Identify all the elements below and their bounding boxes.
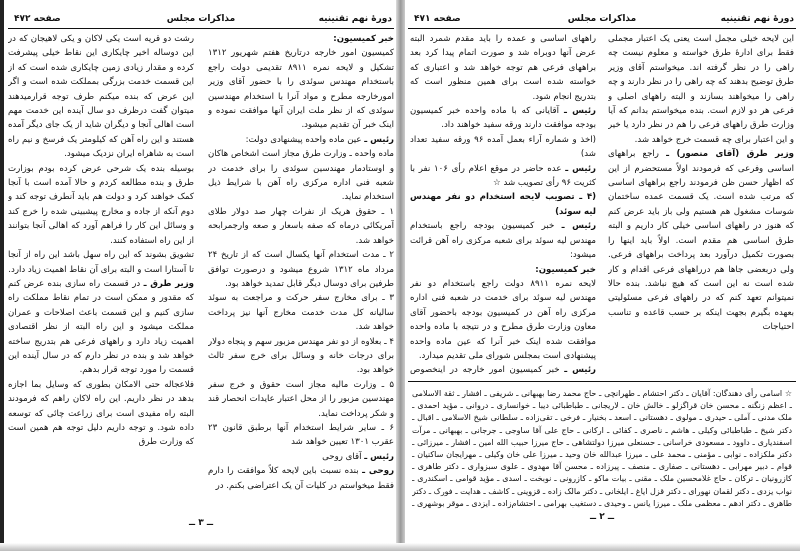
paragraph [208, 378, 394, 421]
paragraph [208, 46, 394, 132]
paragraph [410, 219, 596, 262]
paragraph-text: ۴ ـ بعلاوه از دو نفر مهندس مزبور سهم و پنجاه دولار برای درجات خانه و وسائل برای خرج سفر ثالث خواهد بود. [208, 336, 394, 376]
scan-edge [0, 0, 4, 551]
page-number: ــ ۳ ــ [188, 518, 214, 528]
section-heading [410, 190, 596, 219]
paragraph-text: راههای اساسی و عمده را باید مقدم شمرد البته عرض آنها دوبراه شد و صورت اتمام پیدا کرد بعد براههای فرعی هم توجه خواهد شد و اعتباری که خواسته شده است برای همین منظور است که بتدریج انجام شود. [410, 34, 596, 102]
page-header [408, 12, 796, 29]
paragraph [410, 277, 596, 363]
paragraph-text: تشویق بشوند که این راه سهل باشد این راه از آنجا تا آستارا است و البته برای آن نقاط اهمیت زیاد دارد. [8, 250, 194, 275]
scan-shadow [0, 543, 800, 551]
paragraph [208, 248, 394, 291]
paragraph [8, 277, 194, 378]
paragraph-text: خبر کمیسیون: [535, 264, 596, 275]
paragraph [208, 335, 394, 378]
paragraph-text: (۴ ـ تصویب لایحه استخدام دو نفر مهندس لیه سوئد) [410, 192, 596, 217]
paragraph-text: آقایانی که با ماده واحده خبر کمیسیون بودجه موافقت دارند ورقه سفید خواهند داد. [410, 106, 596, 131]
paragraph-text: خبر کمیسیون امور خارجه در اینخصوص [410, 365, 560, 376]
text-column-left [8, 32, 194, 507]
speaker-name: رئیس ـ [563, 106, 596, 117]
speaker-name: وزیر طرق (آقای منصور) ـ [666, 149, 794, 160]
paragraph [208, 133, 394, 147]
page-number: ــ ۲ ــ [589, 512, 615, 522]
text-column-right [208, 32, 394, 507]
paragraph-text: بنده نسبت باین لایحه کلاً موافقت را دارم فقط میخواستم در کلیات آن یک اعتراضی بکنم. در [208, 466, 394, 491]
paragraph-text: فلاعجاله حتی الامکان بطوری که وسایل بما اجازه بدهد در نظر داریم. این راه لاکان راهم که فرمودند البته راه مفیدی است برای زراعت چائی که توسعه داده شود. و توجه داریم دلیل توجه هم همین است که وزارت طرق [8, 379, 194, 448]
paragraph [608, 32, 794, 147]
paragraph [410, 162, 596, 191]
paragraph-text: خبر کمیسیون: [333, 34, 394, 44]
paragraph-text: در قسمت راه سازی بنده عرض کنم که مقدور و ممکن است در تمام نقاط مملکت راه سازی کنیم و این قسمت باعث اصلاحات و عمران مملکت میشود و این راه البته از نظر اقتصادی اهمیت زیاد دارد و راههای فرعی هم بتدریج ساخته خواهد شد و بنده در نظر دارم که در سال آینده این قسمت را مورد توجه قرار بدهم. [8, 278, 194, 376]
paragraph-text: راجع براههای اساسی وفرعی که فرمودند اولاً مستحضرم از این که اظهار حسن ظن فرمودند راجع براههای اساسی که مرتب شده است. یک قسمت عمده ساختمان شوسات مشغول هم هستیم ولی باز باید عرض کنم که هنوز در راههای اساسی خیلی کار داریم و البته طرق اساسی هم مقدم است. اولاً باید اینها را بصورت تکمیل درآورد بعد پرداخت براههای فرعی. ولی دربعضی جاها هم درراههای فرعی اقدام و کار شده است نه این است که هیچ نباشد. بنده حالا نمیتوانم تعهد کنم که در راههای فرعی مسئولیتی بعهده بگیرم بجهت اینکه بر حسب قاعده و تناسب احتیاجات [608, 149, 794, 333]
paragraph [8, 378, 194, 450]
left-page [8, 0, 394, 551]
paragraph [208, 450, 394, 464]
paragraph-text: (اخذ و شماره آراء بعمل آمده ۹۶ ورقه سفید تعداد شد) [410, 134, 596, 160]
paragraph-text: لایحه نمره ۸۹۱۱ دولت راجع باستخدام دو نفر مهندس لیه سوئد برای خدمت در شعبه فنی اداره مرکزی راه آهن در کمیسیون بودجه باحضور آقای معاون وزارت طرق مطرح و در نتیجه با ماده واحده موافقت شده اینک خبر آنرا که عین ماده واحده پیشنهادی است بمجلس شورای ملی تقدیم میدارد. [410, 278, 596, 361]
text-column-left [410, 32, 596, 380]
paragraph-text: بوسیله بنده یک شرحی عرض کرده بودم بوزارت طرق و بنده مطالعه کردم و حالا آمده است با آنجا کمک خواهند کرد و دولت هم باید آنطرف توجه کند و دوم آنکه از جاده و مخارج پیشبینی شده را خرج کند و وسائل این کار را فراهم آورد که اهالی آنجا بتوانند از این راه استفاده کنند. [8, 163, 194, 246]
paragraph-text: ۶ ـ سایر شرایط استخدام آنها برطبق قانون ۲۳ عقرب ۱۳۰۱ تعیین خواهد شد [208, 422, 394, 448]
paragraph [208, 421, 394, 450]
paragraph-text: رشت دو قریه است یکی لاکان و یکی لاهیجان که در این دوساله اخیر چایکاری این نقاط خیلی پیشرفت کرده و مقدار زیادی زمین چایکاری شده است که از این قسمت خدمت بزرگی بمملکت شده است و اگر این عرض که بنده میکنم طرف توجه قرارمیدهند میتوان گفت درظرف دو سال آینده این خدمت مهم است اهالی آنجا و دیگران شاید از یک جای دیگر آمده هستند و این راه آهن که کیلومتر یک فرسخ و نیم راه است به شاهراه ایران نزدیک میشود. [8, 34, 194, 160]
paragraph [608, 147, 794, 334]
voter-names-list: ☆ اسامی رأی دهندگان: آقایان ـ دکتر احتشام ـ طهرانچی ـ حاج محمد رضا بهبهانی ـ شریفی ـ افشار ـ ثقة الاسلامی ـ اعظم زنگنه ـ محسن خان قراگزلو ـ خالش خان ـ لاریجانی ـ طباطبائی دیبا ـ خوانساری ـ دروانی ـ مؤید احمدی ـ ملک مدنی ـ آملی ـ حیدری ـ مولوی ـ دهستانی ـ اسعد ـ بخنیار ـ فرخی ـ تقی‌زاده ـ سلطانی شیخ الاسلامی ـ اقبال ـ دکتر شیخ ـ طباطبائی وکیلی ـ هاشم ـ ناصری ـ کفائی ـ ارکانی ـ حاج علی آقا ساوجی ـ جرجانی ـ بهبهانی ـ مرآت اسفندیاری ـ داوود ـ مسعودی خراسانی ـ حسنعلی میرزا دولتشاهی ـ حاج میرزا حبیب الله امین ـ افشار ـ میرزائی ـ دکتر ملکزاده ـ نوابی ـ مؤمنی ـ محمد علی ـ میرزا عبدالله خان وحید ـ میرزا علی خان وکیلی ـ مهرایجان ساکنیان ـ قوام ـ دبیر مهرابی ـ دهستانی ـ صفاری ـ منصف ـ پیرزاده ـ محسن آقا مهدوی ـ علوی سبزواری ـ دکتر طاهری ـ کازرونیان ـ ترکان ـ حاج غلامحسین ملک ـ مقنی ـ بیات ماکو ـ کازرونی ـ نوبخت ـ اسدی ـ مؤید قوامی ـ اسکندری ـ نواب یزدی ـ دکتر لقمان نهورای ـ دکتر قزل ایاغ ـ ایلخانی ـ دکتر مالک زاده ـ قزوینی ـ کاشف ـ هدایت ـ فورک ـ دکتر طاهری ـ دکتر ادهم ـ معظمی ملک ـ میرزا یانس ـ وحیدی ـ دستغیب بهرامی ـ احتشام‌زاده ـ ایزدی ـ موقر بوشهری ـ [412, 389, 792, 508]
paragraph-text: کمیسیون امور خارجه درتاریخ هفتم شهریور ۱۳۱۲ تشکیل و لایحه نمره ۸۹۱۱ تقدیمی دولت راجع باستخدام مهندس سوئدی را با حضور آقای وزیر امورخارجه مطرح و مواد آنرا با استخدام مهندسین سوئدی که از نظر ملت ایران آنها موافقت نموده و اینک خبر آن تقدیم میشود. [208, 48, 394, 131]
paragraph [410, 363, 596, 380]
page-header [8, 12, 394, 29]
paragraph-text: عین ماده واحده پیشنهادی دولت: [245, 134, 362, 145]
paragraph-text: ۱ ـ حقوق هریک از نفرات چهار صد دولار طلای آمریکائی درماه که صفه باسعار و صعه وارجمرابحه خواهد شد. [208, 206, 394, 246]
paragraph-text: ماده واحده ـ وزارت طرق مجاز است اشخاص هاکان و اوستادمار مهندسین سوئدی را برای خدمت در شعبه فنی اداره مرکزی راه آهن با شرایط ذیل استخدام نماید. [208, 149, 394, 203]
book-fold [396, 0, 405, 551]
paragraph-text: خبر کمیسیون بودجه راجع باستخدام مهندس لیه سوئد برای شعبه مرکزی راه آهن قرائت میشود: [410, 221, 596, 261]
session-label: دورهٔ نهم تقنینیه [720, 14, 794, 24]
paragraph [8, 32, 194, 162]
paragraph-text: این لایحه خیلی مجمل است یعنی یک اعتبار مجملی فقط برای ادارهٔ طرق خواسته و معلوم نیست چه راهی را در نظر گرفته اند. میخواستم آقای وزیر طرق توضیح بدهند که چه راهی را در نظر دارند و چه راهی را میخواهند بسازند و البته راههای اصلی و فرعی هر دو لازم است. بنده میخواستم بدانم که آیا وزارت طرق راههای فرعی را هم در نظر دارد یا خیر و این اعتبار برای چه قسمت خرج خواهد شد. [608, 34, 794, 145]
right-page [408, 0, 796, 551]
speaker-name: رئیس ـ [364, 451, 394, 462]
paragraph [208, 147, 394, 205]
paragraph-text: ۲ ـ مدت استخدام آنها یکسال است که از تاریخ ۲۴ مرداد ماه ۱۳۱۲ شروع میشود و درصورت توافق طرفین برای دوسال دیگر قابل تمدید خواهد بود. [208, 250, 394, 289]
speaker-name: رئیس ـ [561, 221, 596, 232]
speaker-name: رئیس ـ [565, 163, 596, 174]
paragraph [410, 32, 596, 104]
paragraph [410, 104, 596, 133]
paragraph [410, 133, 596, 162]
speaker-name: رئیس ـ [564, 365, 596, 376]
header-title: مذاکرات مجلس [166, 14, 236, 24]
paragraph [8, 248, 194, 277]
page-label: صفحه ۴۷۲ [14, 14, 61, 24]
paragraph [8, 162, 194, 248]
section-heading [410, 263, 596, 277]
divider [408, 381, 796, 382]
paragraph-text: آقای روحی [322, 451, 362, 462]
paragraph [208, 205, 394, 248]
paragraph-text: عده حاضر در موقع اعلام رأی ۱۰۶ نفر با کثریت ۹۶ رأی تصویب شد ☆ [410, 163, 596, 189]
paragraph [208, 291, 394, 334]
paragraph-text: ۳ ـ برای مخارج سفر حرکت و مراجعت به سوئد سالیانه کل مدت خدمت مخارج آنها نیز پرداخت خواهد شد. [208, 293, 394, 333]
session-label: دورهٔ نهم تقنینیه [318, 14, 392, 24]
paragraph [208, 464, 394, 493]
page-label: صفحه ۴۷۱ [414, 14, 461, 24]
paragraph-text: ۵ ـ وزارت مالیه مجاز است حقوق و خرج سفر مهندسین مزبور را از محل اعتبار عایدات انحصار قند و شکر پرداخت نماید. [208, 379, 394, 419]
header-title: مذاکرات مجلس [567, 14, 637, 24]
text-column-right [608, 32, 794, 380]
speaker-name: روحی ـ [362, 466, 394, 477]
speaker-name: رئیس ـ [364, 134, 394, 145]
section-heading [208, 32, 394, 46]
speaker-name: وزیر طرق ـ [143, 278, 194, 289]
